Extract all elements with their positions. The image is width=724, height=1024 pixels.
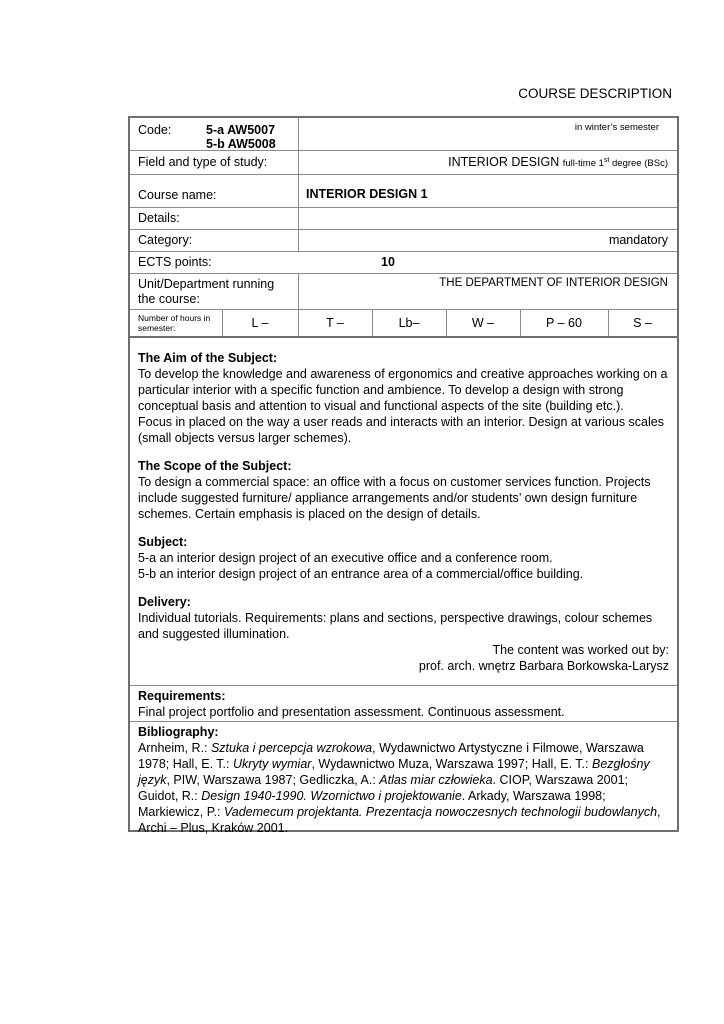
bibliography-row bbox=[130, 722, 677, 835]
subject-b: 5-b an interior design project of an entrance area of a commercial/office building. bbox=[138, 567, 584, 581]
hours-projects: P – 60 bbox=[546, 316, 582, 330]
bibliography-title: Bibliography: bbox=[138, 725, 219, 739]
hours-lectures: L – bbox=[251, 316, 269, 330]
field-row bbox=[130, 151, 677, 175]
category-row bbox=[130, 230, 677, 252]
study-mode: full-time 1st degree (BSc) bbox=[562, 156, 668, 169]
hours-seminars: S – bbox=[633, 316, 652, 330]
code-row bbox=[130, 118, 677, 151]
ects-label: ECTS points: bbox=[138, 255, 212, 269]
field-value bbox=[448, 155, 668, 169]
details-row bbox=[130, 208, 677, 230]
subject-section bbox=[138, 534, 669, 582]
code-b: 5-b AW5008 bbox=[206, 137, 276, 151]
delivery-section bbox=[138, 594, 669, 674]
content-body bbox=[138, 350, 669, 674]
ects-value: 10 bbox=[381, 255, 395, 269]
requirements-body bbox=[138, 688, 669, 720]
category-value: mandatory bbox=[608, 233, 668, 247]
hours-row bbox=[130, 310, 677, 338]
worked-out-note: The content was worked out by: bbox=[492, 643, 669, 657]
requirements-text: Final project portfolio and presentation assessment. Continuous assessment. bbox=[138, 705, 565, 719]
scope-section bbox=[138, 458, 669, 522]
scope-text: To design a commercial space: an office with a focus on customer services function. Projects include suggested furniture/ appliance arrangements and/or students’ own design furniture schemes. Certain emphasis is placed on the design of details. bbox=[138, 475, 651, 521]
semester-note: in winter’s semester bbox=[574, 122, 659, 133]
course-name-label: Course name: bbox=[138, 188, 217, 202]
delivery-text: Individual tutorials. Requirements: plans and sections, perspective drawings, colour schemes and suggested illumination. bbox=[138, 611, 653, 641]
course-name-row bbox=[130, 175, 677, 208]
code-label: Code: bbox=[138, 123, 172, 137]
subject-a: 5-a an interior design project of an executive office and a conference room. bbox=[138, 551, 553, 565]
hours-workshops: W – bbox=[471, 316, 495, 330]
content-row bbox=[130, 338, 677, 686]
requirements-row bbox=[130, 686, 677, 722]
scope-title: The Scope of the Subject: bbox=[138, 459, 292, 473]
hours-label: Number of hours in semester: bbox=[138, 313, 211, 333]
category-label: Category: bbox=[138, 233, 193, 247]
author: prof. arch. wnętrz Barbara Borkowska-Larysz bbox=[418, 659, 669, 673]
details-label: Details: bbox=[138, 211, 180, 225]
course-form bbox=[128, 116, 679, 835]
aim-text-2: Focus in placed on the way a user reads and interacts with an interior. Design at various scales (small objects versus larger schemes). bbox=[138, 415, 664, 445]
aim-text-1: To develop the knowledge and awareness of ergonomics and creative approaches working on a particular interior with a specific function and ambience. To develop a design with strong conceptual basis and attention to visual and functional aspects of the site (building etc.). bbox=[138, 367, 668, 413]
course-codes bbox=[206, 123, 276, 151]
unit-row bbox=[130, 274, 677, 310]
delivery-title: Delivery: bbox=[138, 595, 191, 609]
document-title: COURSE DESCRIPTION bbox=[518, 86, 672, 101]
code-a: 5-a AW5007 bbox=[206, 123, 276, 137]
unit-value: THE DEPARTMENT OF INTERIOR DESIGN bbox=[439, 277, 668, 289]
unit-label: Unit/Department running the course: bbox=[138, 277, 275, 306]
bibliography-text: Arnheim, R.: Sztuka i percepcja wzrokowa, Wydawnictwo Artystyczne i Filmowe, Warszawa 1978; Hall, E. T.: Ukryty wymiar, Wydawnictwo Muza, Warszawa 1997; Hall, E. T.: Bezgłośny język, PIW, Warszawa 1987; Gedliczka, A.: Atlas miar człowieka. CIOP, Warszawa 2001; Guidot, R.: Design 1940-1990. Wzornictwo i projektowanie. Arkady, Warszawa 1998; Markiewicz, P.: Vademecum projektanta. Prezentacja nowoczesnych technologii budowlanych, Archi – Plus, Kraków 2001. bbox=[138, 741, 661, 835]
field-name: INTERIOR DESIGN bbox=[448, 155, 560, 169]
course-name-value: INTERIOR DESIGN 1 bbox=[306, 187, 428, 201]
hours-tutorials: T – bbox=[326, 316, 344, 330]
aim-section bbox=[138, 350, 669, 446]
ects-row bbox=[130, 252, 677, 274]
bibliography-body bbox=[138, 724, 669, 836]
field-label: Field and type of study: bbox=[138, 155, 268, 169]
hours-labs: Lb– bbox=[398, 316, 420, 330]
subject-title: Subject: bbox=[138, 535, 188, 549]
aim-title: The Aim of the Subject: bbox=[138, 351, 278, 365]
requirements-title: Requirements: bbox=[138, 689, 226, 703]
